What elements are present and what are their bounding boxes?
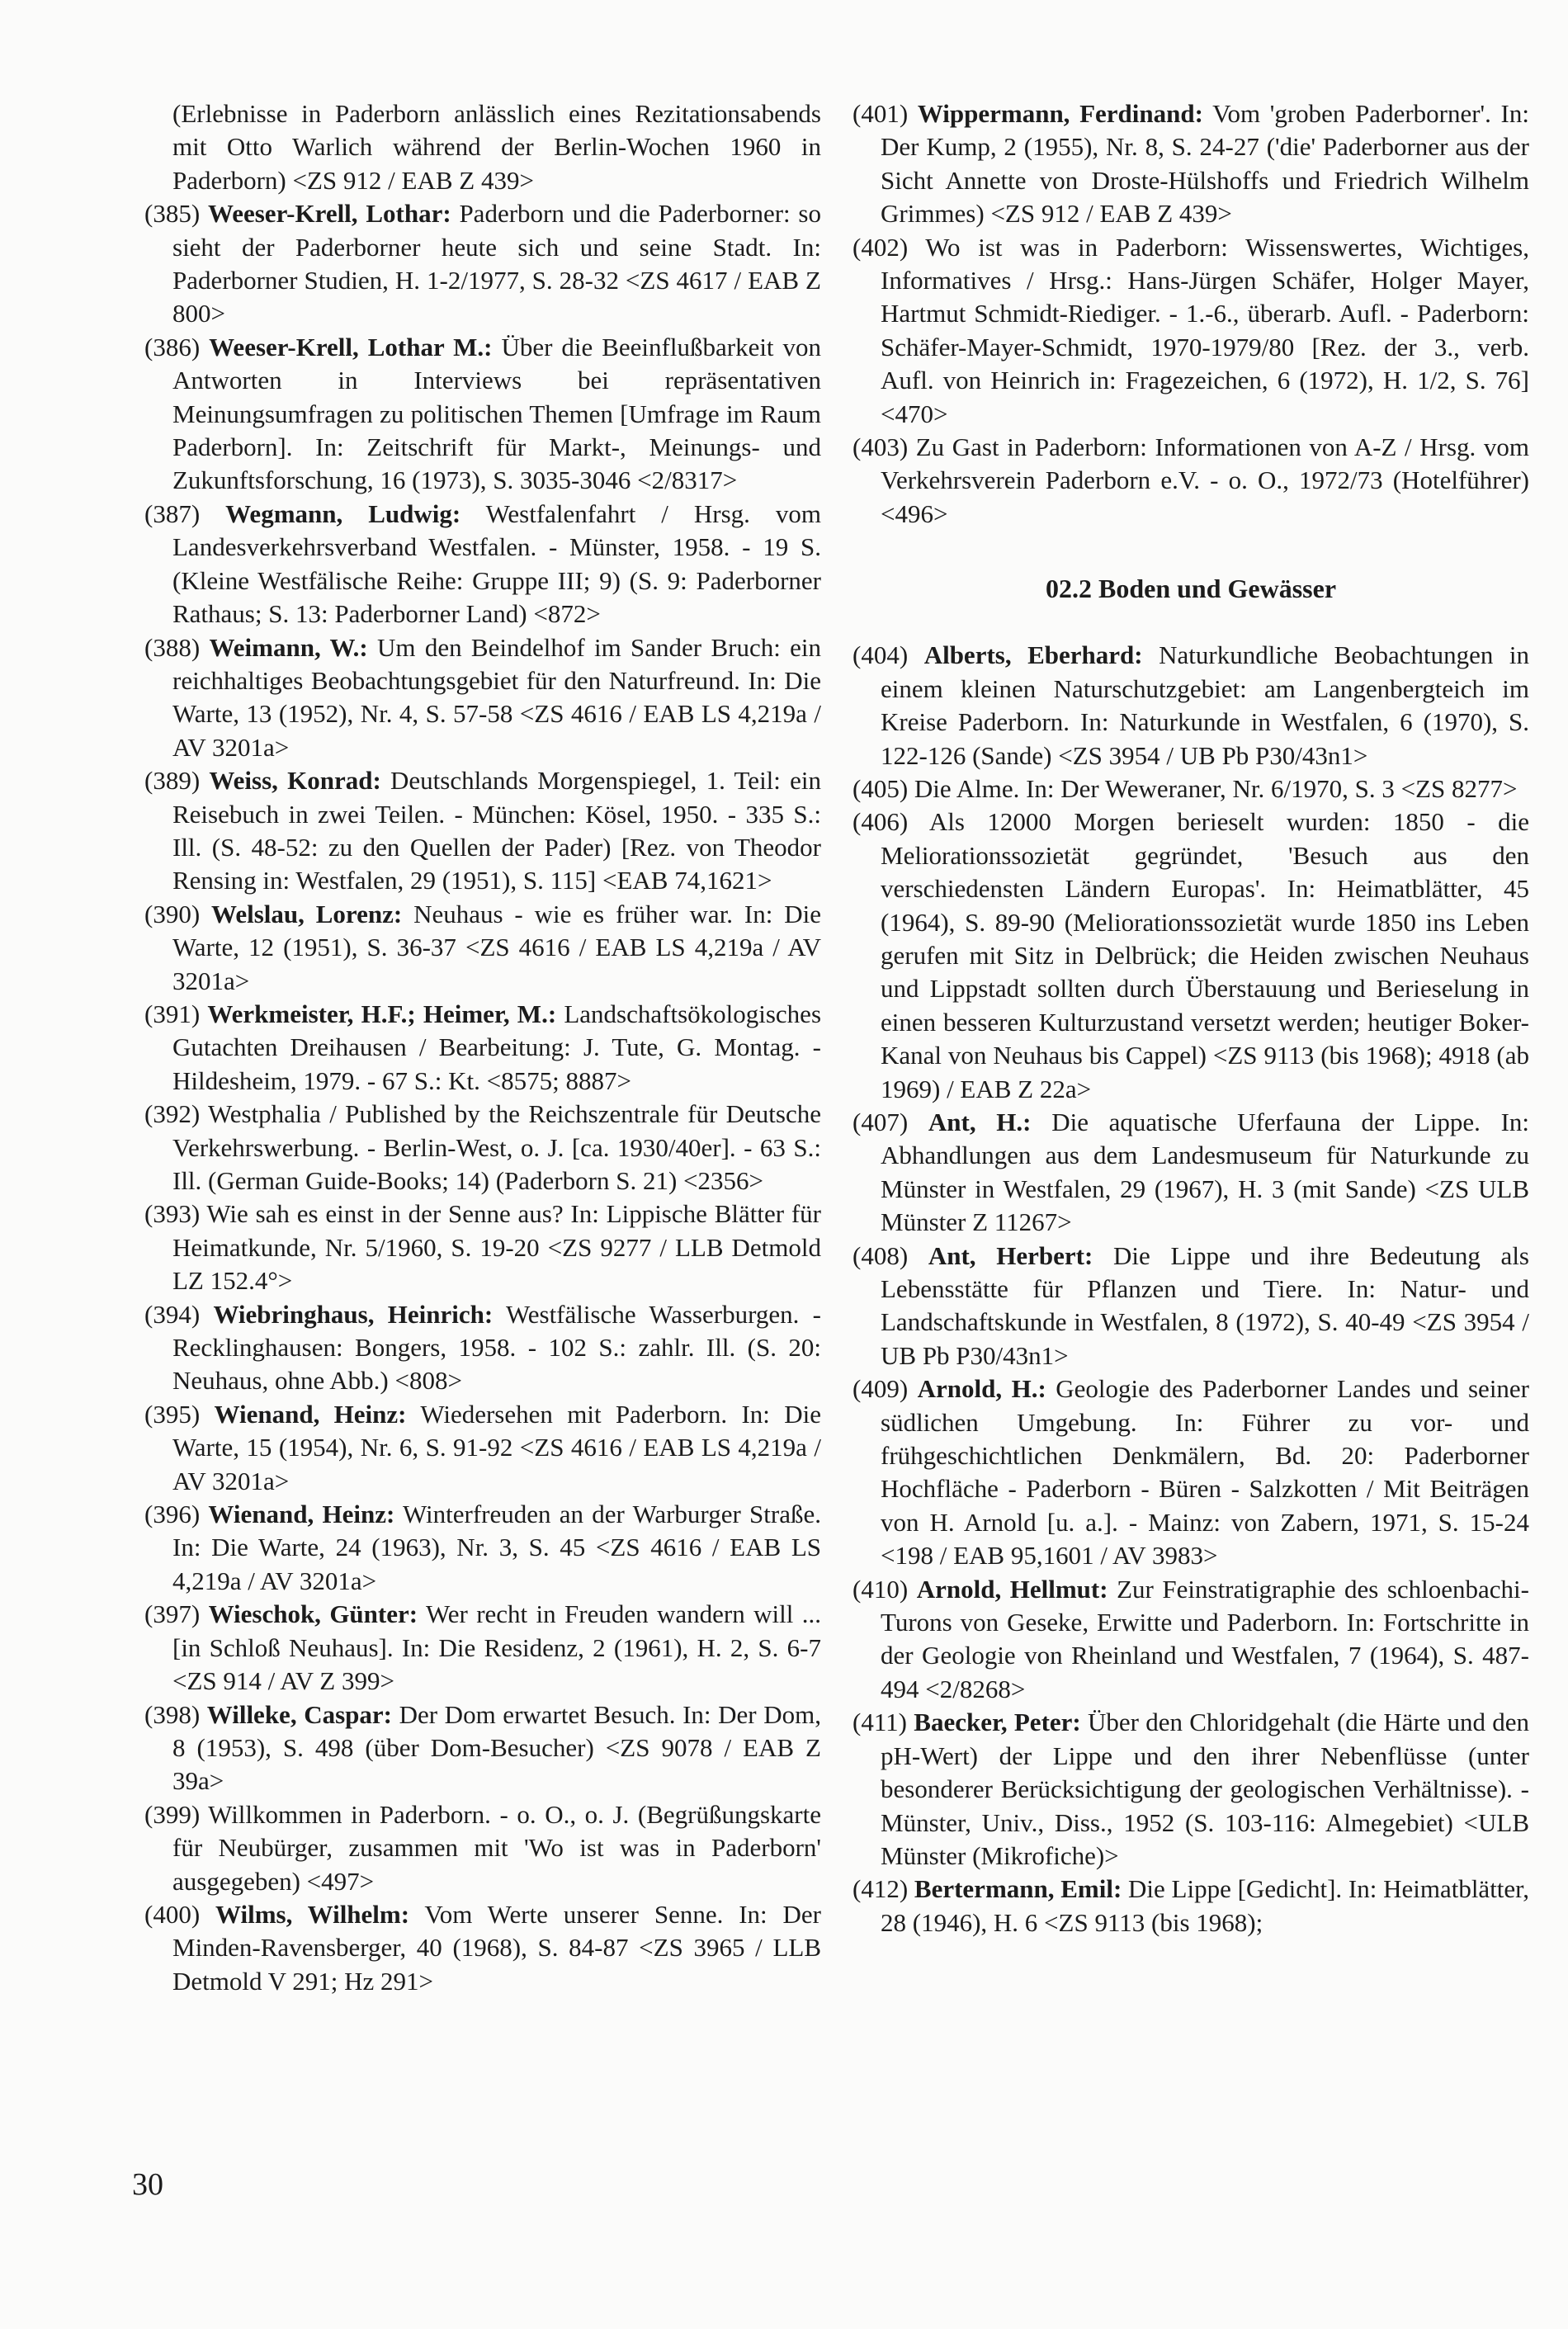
bibliography-entry — [144, 998, 821, 1098]
bibliography-entry — [852, 1106, 1529, 1240]
entry-text: (Erlebnisse in Paderborn anlässlich eines Rezitationsabends mit Otto Warlich während der Berlin-Wochen 1960 in Paderborn) <ZS 912 / EAB Z 439> — [172, 99, 821, 195]
entry-author: Arnold, Hellmut: — [916, 1574, 1108, 1604]
entry-number: (409) — [852, 1374, 909, 1404]
entry-author: Willeke, Caspar: — [206, 1699, 392, 1729]
entry-text: Geologie des Paderborner Landes und seiner südlichen Umgebung. In: Führer zu vor- und frühgeschichtlichen Denkmälern, Bd. 20: Paderborner Hochfläche - Paderborn - Büren - Salzkotten / Mit Beiträgen von H. Arnold [u. a.]. - Mainz: von Zabern, 1971, S. 15-24 <198 / EAB 95,1601 / AV 3983> — [881, 1374, 1530, 1571]
entry-text: Vom 'groben Paderborner'. In: Der Kump, 2 (1955), Nr. 8, S. 24-27 ('die' Paderborner aus der Sicht Annette von Droste-Hülshoffs und Friedrich Wilhelm Grimmes) <ZS 912 / EAB Z 439> — [881, 99, 1529, 229]
entry-number: (410) — [852, 1574, 909, 1604]
entry-text: Neuhaus - wie es früher war. In: Die Warte, 12 (1951), S. 36-37 <ZS 4616 / EAB LS 4,219a / AV 3201a> — [172, 899, 822, 995]
entry-number: (407) — [852, 1107, 909, 1136]
entry-text: Westphalia / Published by the Reichszentrale für Deutsche Verkehrswerbung. - Berlin-West, o. J. [ca. 1930/40er]. - 63 S.: Ill. (German Guide-Books; 14) (Paderborn S. 21) <2356> — [172, 1099, 821, 1195]
entry-number: (406) — [852, 807, 909, 837]
bibliography-entry — [144, 1098, 821, 1198]
entry-text: Winterfreuden an der Warburger Straße. In: Die Warte, 24 (1963), Nr. 3, S. 45 <ZS 4616 / EAB LS 4,219a / AV 3201a> — [172, 1500, 821, 1595]
entry-author: Wegmann, Ludwig: — [225, 498, 461, 528]
bibliography-entry — [144, 631, 821, 765]
entry-text: Wo ist was in Paderborn: Wissenswertes, Wichtiges, Informatives / Hrsg.: Hans-Jürgen Schäfer, Holger Mayer, Hartmut Schmidt-Riediger. - 1.-6., überarb. Aufl. - Paderborn: Schäfer-Mayer-Schmidt, 1970-1979/80 [Rez. der 3., verb. Aufl. von Heinrich in: Fragezeichen, 6 (1972), H. 1/2, S. 76] <470> — [881, 232, 1529, 428]
entry-text: Wie sah es einst in der Senne aus? In: Lippische Blätter für Heimatkunde, Nr. 5/1960, S. 19-20 <ZS 9277 / LLB Detmold LZ 152.4°> — [172, 1199, 821, 1296]
entry-number: (385) — [144, 199, 201, 229]
entry-number: (408) — [852, 1240, 909, 1270]
bibliography-entry — [144, 197, 821, 331]
entry-author: Ant, Herbert: — [928, 1240, 1093, 1270]
entry-text: Der Dom erwartet Besuch. In: Der Dom, 8 (1953), S. 498 (über Dom-Besucher) <ZS 9078 / EAB Z 39a> — [172, 1699, 822, 1796]
page-number: 30 — [132, 2167, 163, 2202]
entry-number: (404) — [852, 640, 909, 670]
entry-number: (397) — [144, 1599, 201, 1629]
entry-text: Willkommen in Paderborn. - o. O., o. J. (Begrüßungskarte für Neubürger, zusammen mit 'Wo ist was in Paderborn' ausgegeben) <497> — [172, 1799, 821, 1896]
entry-text: Wer recht in Freuden wandern will ... [in Schloß Neuhaus]. In: Die Residenz, 2 (1961), H. 2, S. 6-7 <ZS 914 / AV Z 399> — [172, 1599, 822, 1696]
entry-number: (396) — [144, 1500, 201, 1529]
entry-text: Die Lippe und ihre Bedeutung als Lebensstätte für Pflanzen und Tiere. In: Natur- und Landschaftskunde in Westfalen, 8 (1972), S. 40-49 <ZS 3954 / UB Pb P30/43n1> — [881, 1240, 1529, 1370]
entry-text: Vom Werte unserer Senne. In: Der Minden-Ravensberger, 40 (1968), S. 84-87 <ZS 3965 / LLB Detmold V 291; Hz 291> — [172, 1899, 822, 1996]
bibliography-entry — [144, 1398, 821, 1498]
entry-number: (391) — [144, 999, 201, 1028]
bibliography-entry — [852, 231, 1529, 431]
bibliography-entry — [144, 1898, 821, 1998]
right-column-entries-bottom — [852, 639, 1529, 1939]
entry-author: Wippermann, Ferdinand: — [917, 99, 1203, 128]
bibliography-entry — [144, 331, 821, 498]
bibliography-entry — [144, 1798, 821, 1898]
entry-author: Weeser-Krell, Lothar: — [207, 199, 451, 229]
entry-number: (394) — [144, 1299, 201, 1329]
entry-author: Wienand, Heinz: — [208, 1500, 395, 1529]
bibliography-entry — [144, 1698, 821, 1798]
bibliography-entry — [852, 1706, 1529, 1873]
entry-text: Deutschlands Morgenspiegel, 1. Teil: ein Reisebuch in zwei Teilen. - München: Kösel, 1950. - 335 S.: Ill. (S. 48-52: zu den Quellen der Pader) [Rez. von Theodor Rensing in: Westfalen, 29 (1951), S. 115] <EAB 74,1621> — [172, 766, 821, 895]
entry-number: (398) — [144, 1699, 201, 1729]
entry-text: Die Alme. In: Der Weweraner, Nr. 6/1970, S. 3 <ZS 8277> — [914, 773, 1518, 803]
entry-number: (411) — [852, 1708, 907, 1737]
entry-text: Westfälische Wasserburgen. - Recklinghausen: Bongers, 1958. - 102 S.: zahlr. Ill. (S. 20: Neuhaus, ohne Abb.) <808> — [172, 1299, 821, 1396]
bibliography-entry — [852, 97, 1529, 231]
entry-text: Über die Beeinflußbarkeit von Antworten in Interviews bei repräsentativen Meinungsumfragen zu politischen Themen [Umfrage im Raum Paderborn]. In: Zeitschrift für Markt-, Meinungs- und Zukunftsforschung, 16 (1973), S. 3035-3046 <2/8317> — [172, 332, 822, 495]
bibliography-entry — [144, 1198, 821, 1297]
right-column — [852, 97, 1529, 1939]
entry-text: Als 12000 Morgen berieselt wurden: 1850 - die Meliorationssozietät gegründet, 'Besuch aus den verschiedensten Ländern Europas'. In: Heimatblätter, 45 (1964), S. 89-90 (Meliorationssozietät wurde 1850 ins Leben gerufen mit Sitz in Delbrück; die Heiden zwischen Neuhaus und Lippstadt sollten durch Überstauung und Berieselung in einen besseren Kulturzustand versetzt werden; heutiger Boker-Kanal von Neuhaus bis Cappel) <ZS 9113 (bis 1968); 4918 (ab 1969) / EAB Z 22a> — [881, 807, 1529, 1103]
section-heading: 02.2 Boden und Gewässer — [1045, 574, 1337, 604]
entry-author: Bertermann, Emil: — [914, 1874, 1122, 1904]
entry-author: Wiebringhaus, Heinrich: — [213, 1299, 494, 1329]
bibliography-entry — [144, 1498, 821, 1598]
entry-number: (399) — [144, 1799, 201, 1829]
entry-author: Weiss, Konrad: — [209, 766, 381, 796]
entry-author: Arnold, H.: — [917, 1374, 1046, 1404]
entry-number: (390) — [144, 899, 201, 928]
bibliography-entry — [144, 898, 821, 998]
bibliography-entry — [852, 1240, 1529, 1373]
entry-author: Werkmeister, H.F.; Heimer, M.: — [207, 999, 557, 1028]
entry-author: Welslau, Lorenz: — [211, 899, 403, 928]
entry-author: Weimann, W.: — [209, 632, 368, 662]
bibliography-entry — [144, 1298, 821, 1398]
entry-author: Ant, H.: — [928, 1107, 1032, 1136]
entry-text: Zur Feinstratigraphie des schloenbachi-Turons von Geseke, Erwitte und Paderborn. In: Fortschritte in der Geologie von Rheinland und Westfalen, 7 (1964), S. 487-494 <2/8268> — [881, 1574, 1529, 1703]
entry-number: (393) — [144, 1199, 201, 1229]
entry-number: (412) — [852, 1874, 909, 1904]
entry-author: Wieschok, Günter: — [208, 1599, 418, 1629]
entry-text: Die aquatische Uferfauna der Lippe. In: Abhandlungen aus dem Landesmuseum für Naturkunde zu Münster in Westfalen, 29 (1967), H. 3 (mit Sande) <ZS ULB Münster Z 11267> — [881, 1107, 1530, 1237]
entry-number: (392) — [144, 1099, 201, 1129]
entry-text: Westfalenfahrt / Hrsg. vom Landesverkehrsverband Westfalen. - Münster, 1958. - 19 S. (Kleine Westfälische Reihe: Gruppe III; 9) (S. 9: Paderborner Rathaus; S. 13: Paderborner Land) <872> — [172, 498, 821, 629]
entry-author: Wilms, Wilhelm: — [215, 1899, 410, 1929]
entry-number: (389) — [144, 766, 201, 796]
bibliography-entry — [852, 639, 1529, 772]
bibliography-entry — [852, 431, 1529, 531]
entry-number: (388) — [144, 632, 201, 662]
bibliography-entry — [852, 772, 1529, 805]
bibliography-entry — [852, 1573, 1529, 1707]
entry-author: Wienand, Heinz: — [214, 1399, 407, 1429]
entry-text: Paderborn und die Paderborner: so sieht der Paderborner heute sich und seine Stadt. In: Paderborner Studien, H. 1-2/1977, S. 28-32 <ZS 4617 / EAB Z 800> — [172, 199, 821, 328]
left-column — [144, 97, 821, 1998]
entry-number: (386) — [144, 332, 201, 361]
entry-text: Die Lippe [Gedicht]. In: Heimatblätter, 28 (1946), H. 6 <ZS 9113 (bis 1968); — [881, 1874, 1530, 1937]
entry-number: (400) — [144, 1899, 201, 1929]
entry-number: (403) — [852, 432, 909, 462]
entry-number: (402) — [852, 232, 909, 262]
right-column-entries-top — [852, 97, 1529, 531]
bibliography-entry — [852, 1372, 1529, 1572]
entry-text: Landschaftsökologisches Gutachten Dreihausen / Bearbeitung: J. Tute, G. Montag. - Hildesheim, 1979. - 67 S.: Kt. <8575; 8887> — [172, 999, 822, 1095]
entry-text: Naturkundliche Beobachtungen in einem kleinen Naturschutzgebiet: am Langenbergteich im Kreise Paderborn. In: Naturkunde in Westfalen, 6 (1970), S. 122-126 (Sande) <ZS 3954 / UB Pb P30/43n1> — [881, 640, 1529, 770]
entry-text: Zu Gast in Paderborn: Informationen von A-Z / Hrsg. vom Verkehrsverein Paderborn e.V. - o. O., 1972/73 (Hotelführer) <496> — [881, 432, 1529, 528]
entry-text: Um den Beindelhof im Sander Bruch: ein reichhaltiges Beobachtungsgebiet für den Naturfreund. In: Die Warte, 13 (1952), Nr. 4, S. 57-58 <ZS 4616 / EAB LS 4,219a / AV 3201a> — [172, 632, 822, 762]
entry-number: (401) — [852, 99, 909, 128]
bibliography-entry — [144, 764, 821, 898]
entry-author: Weeser-Krell, Lothar M.: — [209, 332, 493, 361]
entry-author: Alberts, Eberhard: — [923, 640, 1143, 670]
bibliography-entry — [852, 1873, 1529, 1939]
bibliography-entry — [144, 97, 821, 197]
bibliography-entry — [144, 498, 821, 631]
entry-number: (405) — [852, 773, 909, 803]
bibliography-entry — [144, 1598, 821, 1698]
entry-number: (387) — [144, 498, 201, 528]
entry-text: Wiedersehen mit Paderborn. In: Die Warte, 15 (1954), Nr. 6, S. 91-92 <ZS 4616 / EAB LS 4,219a / AV 3201a> — [172, 1399, 822, 1495]
entry-text: Über den Chloridgehalt (die Härte und den pH-Wert) der Lippe und den ihrer Nebenflüsse (unter besonderer Berücksichtigung der geologischen Verhältnisse). - Münster, Univ., Diss., 1952 (S. 103-116: Almegebiet) <ULB Münster (Mikrofiche)> — [881, 1708, 1530, 1870]
entry-author: Baecker, Peter: — [914, 1708, 1081, 1737]
bibliography-entry — [852, 805, 1529, 1106]
entry-number: (395) — [144, 1399, 201, 1429]
